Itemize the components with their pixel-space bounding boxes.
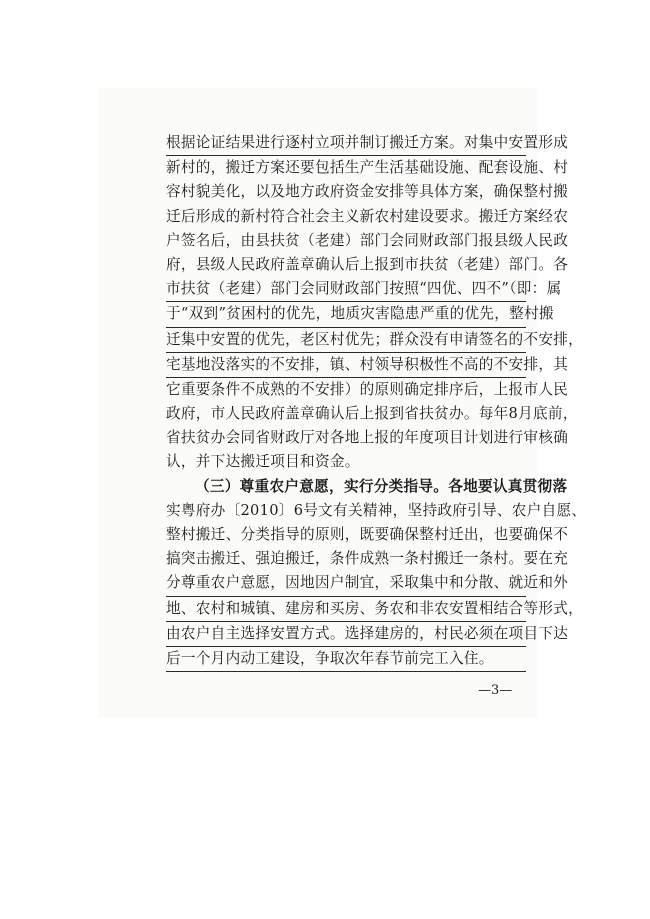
page-number: —3— xyxy=(478,683,513,698)
document-body xyxy=(166,131,587,672)
text-line-13: 省扶贫办会同省财政厅对各地上报的年度项目计划进行审核确 xyxy=(166,429,569,447)
text-line-11: 它重要条件不成熟的不安排）的原则确定排序后，上报市人民 xyxy=(166,380,569,398)
text-line-12: 政府，市人民政府盖章确认后上报到省扶贫办。每年8月底前， xyxy=(166,405,578,423)
text-line-5: 户签名后，由县扶贫（老建）部门会同财政部门报县级人民政 xyxy=(166,231,569,249)
text-line-4: 迁后形成的新村符合社会主义新农村建设要求。搬迁方案经农 xyxy=(166,207,569,225)
text-line-21: 由农户自主选择安置方式。选择建房的，村民必须在项目下达 xyxy=(166,622,526,647)
text-line-8: 于“双到”贫困村的优先，地质灾害隐患严重的优先，整村搬 xyxy=(166,302,526,327)
section-heading-line: （三）尊重农户意愿，实行分类指导。各地要认真贯彻落 xyxy=(195,477,568,495)
text-line-20: 地、农村和城镇、建房和买房、务农和非农安置相结合等形式， xyxy=(166,597,526,622)
text-line-22: 后一个月内动工建设，争取次年春节前完工入住。 xyxy=(166,647,526,672)
text-line-2: 新村的，搬迁方案还要包括生产生活基础设施、配套设施、村 xyxy=(166,159,569,177)
text-line-9: 迁集中安置的优先，老区村优先；群众没有申请签名的不安排， xyxy=(166,328,526,353)
text-line-3: 容村貌美化，以及地方政府资金安排等具体方案，确保整村搬 xyxy=(166,183,569,201)
text-line-7: 市扶贫（老建）部门会同财政部门按照“四优、四不”（即：属 xyxy=(166,277,526,302)
text-line-16: 实粤府办〔2010〕6号文有关精神，坚持政府引导、农户自愿、 xyxy=(166,501,587,519)
text-line-17: 整村搬迁、分类指导的原则，既要确保整村迁出，也要确保不 xyxy=(166,526,569,543)
text-line-1: 根据论证结果进行逐村立项并制订搬迁方案。对集中安置形成 xyxy=(166,131,526,156)
text-line-10: 宅基地没落实的不安排，镇、村领导积极性不高的不安排，其 xyxy=(166,353,526,378)
text-line-18: 搞突击搬迁、强迫搬迁，条件成熟一条村搬迁一条村。要在充 xyxy=(166,550,569,568)
text-line-14: 认，并下达搬迁项目和资金。 xyxy=(166,453,360,471)
text-line-6: 府，县级人民政府盖章确认后上报到市扶贫（老建）部门。各 xyxy=(166,255,569,273)
text-line-19: 分尊重农户意愿，因地因户制宜，采取集中和分散、就近和外 xyxy=(166,571,526,596)
